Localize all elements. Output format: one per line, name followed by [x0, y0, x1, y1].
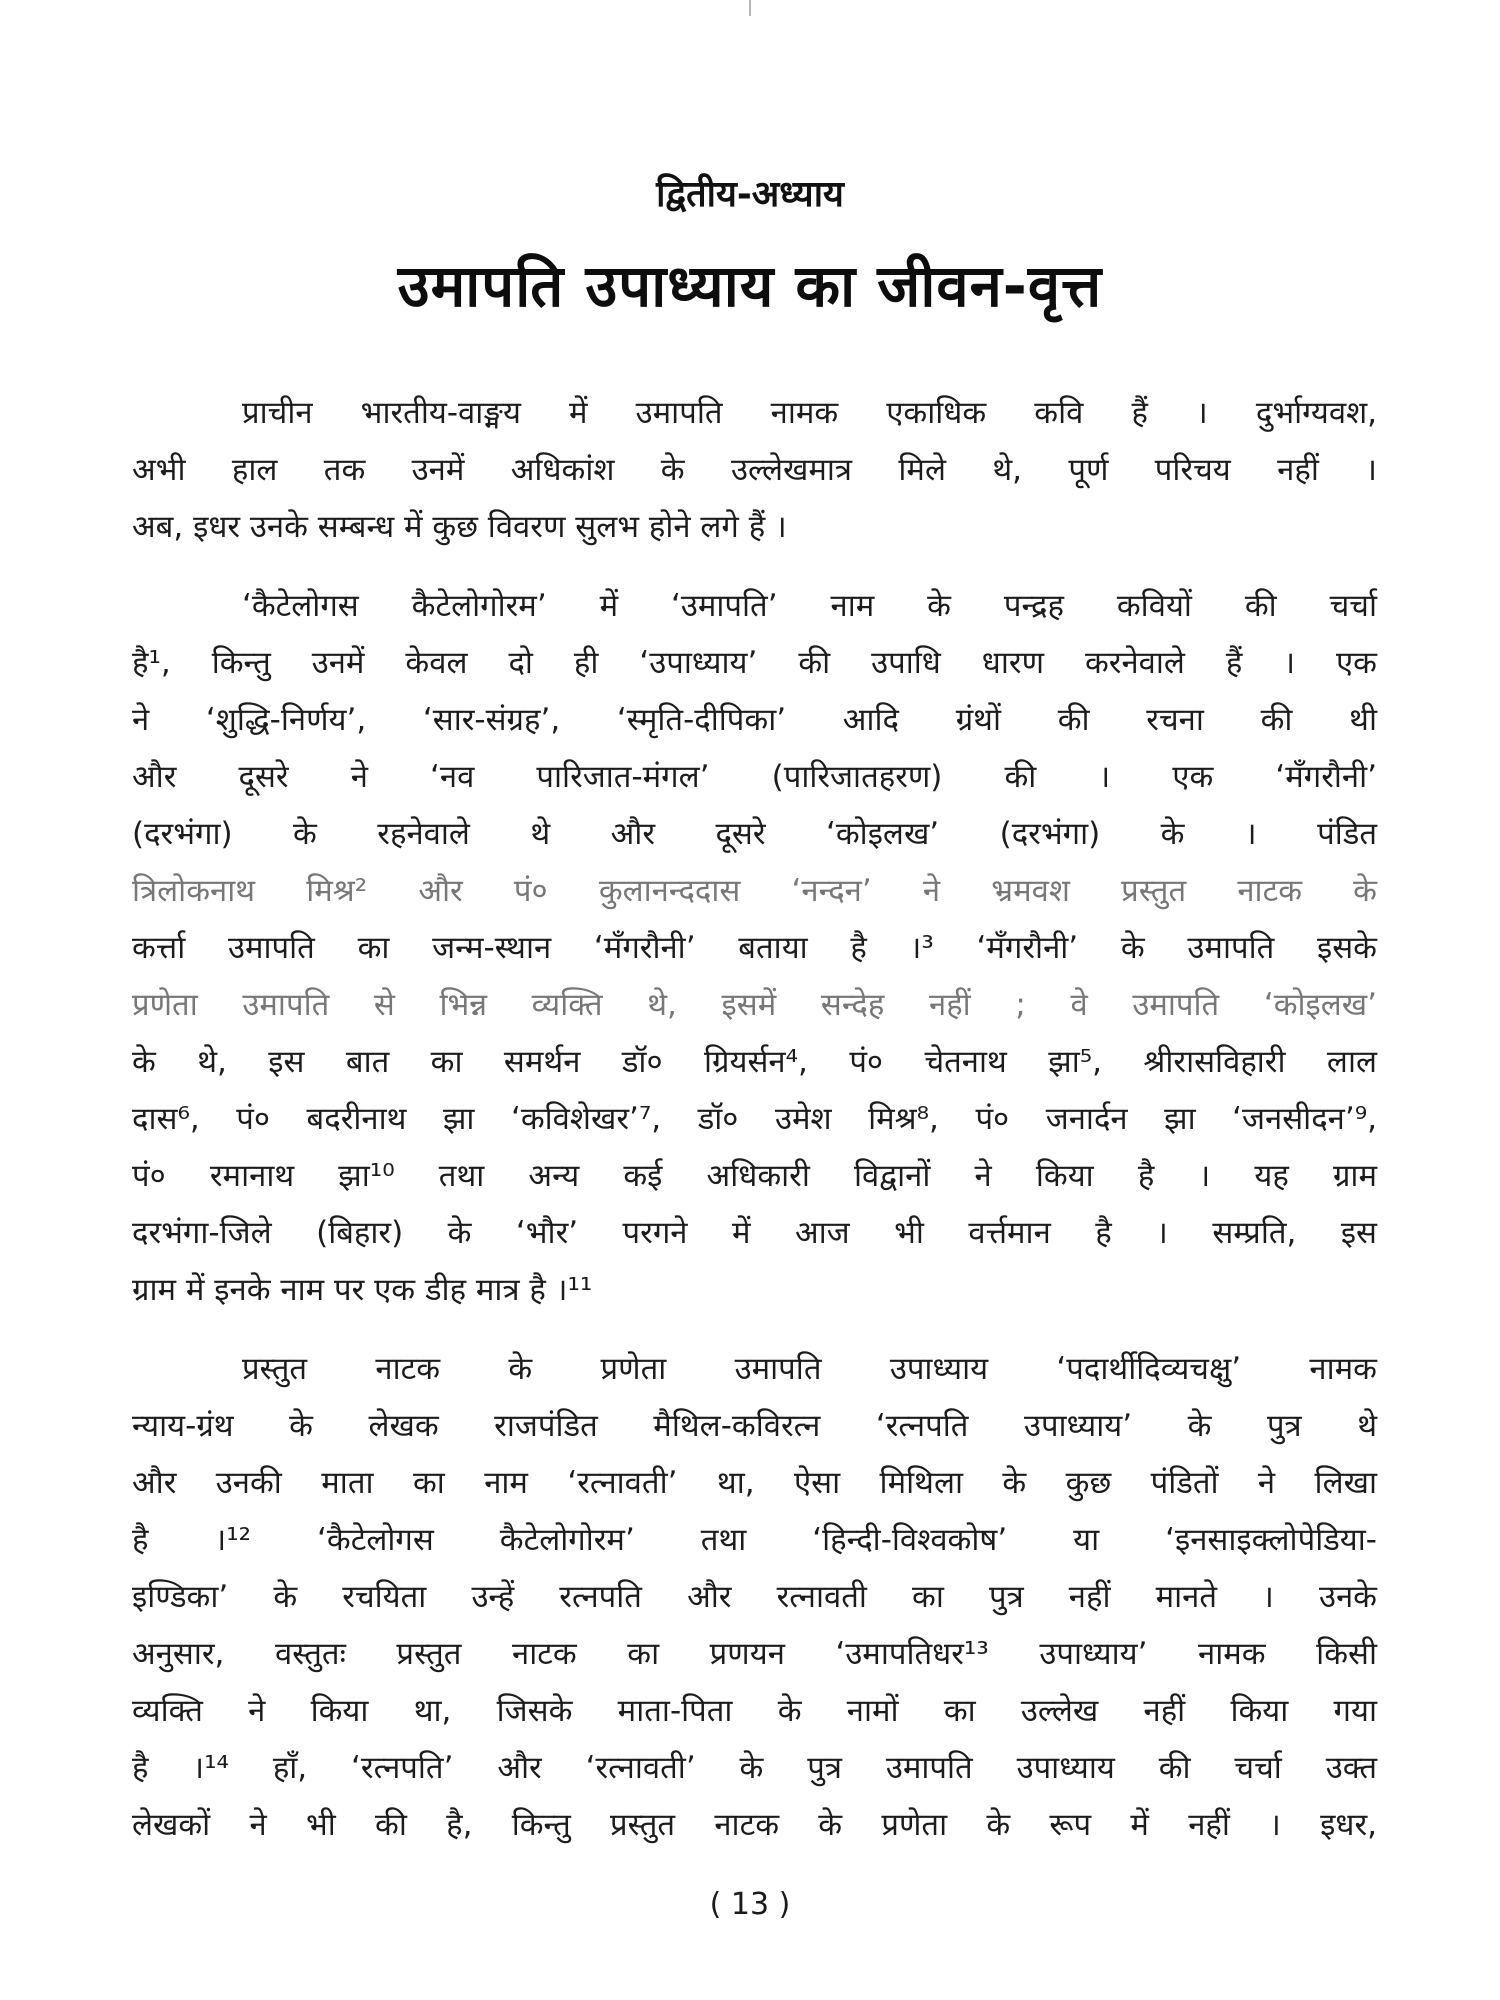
text-line: है ।¹⁴ हाँ, ‘रत्नपति’ और ‘रत्नावती’ के पुत्र उमापति उपाध्याय की चर्चा उक्त	[132, 1750, 1377, 1786]
page-number: ( 13 )	[709, 1887, 791, 1922]
text-line: दरभंगा-जिले (बिहार) के ‘भौर’ परगने में आज भी वर्त्तमान है । सम्प्रति, इस	[132, 1215, 1377, 1251]
text-line: है ।¹² ‘कैटेलोगस कैटेलोगोरम’ तथा ‘हिन्दी-विश्वकोष’ या ‘इनसाइक्लोपेडिया-	[132, 1522, 1377, 1558]
scan-mark	[749, 0, 751, 16]
chapter-label: द्वितीय-अध्याय	[656, 174, 844, 215]
text-line: प्रस्तुत नाटक के प्रणेता उमापति उपाध्याय ‘पदार्थीदिव्यचक्षु’ नामक	[242, 1351, 1377, 1387]
chapter-title: उमापति उपाध्याय का जीवन-वृत्त	[397, 252, 1103, 320]
text-line: अनुसार, वस्तुतः प्रस्तुत नाटक का प्रणयन ‘उमापतिधर¹³ उपाध्याय’ नामक किसी	[132, 1636, 1377, 1672]
text-line: व्यक्ति ने किया था, जिसके माता-पिता के नामों का उल्लेख नहीं किया गया	[132, 1693, 1377, 1729]
text-line: है¹, किन्तु उनमें केवल दो ही ‘उपाध्याय’ की उपाधि धारण करनेवाले हैं । एक	[132, 645, 1377, 681]
text-line: और उनकी माता का नाम ‘रत्नावती’ था, ऐसा मिथिला के कुछ पंडितों ने लिखा	[132, 1465, 1377, 1501]
paragraph-1	[132, 385, 1377, 556]
text-line: प्रणेता उमापति से भिन्न व्यक्ति थे, इसमें सन्देह नहीं ; वे उमापति ‘कोइलख’	[132, 987, 1377, 1023]
text-line: ग्राम में इनके नाम पर एक डीह मात्र है ।¹¹	[132, 1272, 593, 1308]
text-line: ने ‘शुद्धि-निर्णय’, ‘सार-संग्रह’, ‘स्मृति-दीपिका’ आदि ग्रंथों की रचना की थी	[132, 702, 1377, 738]
paragraph-3	[132, 1341, 1377, 1854]
text-line: और दूसरे ने ‘नव पारिजात-मंगल’ (पारिजातहरण) की । एक ‘मँगरौनी’	[132, 759, 1377, 795]
body-text	[132, 385, 1377, 1876]
text-line: इण्डिका’ के रचयिता उन्हें रत्नपति और रत्नावती का पुत्र नहीं मानते । उनके	[132, 1579, 1377, 1615]
text-line: (दरभंगा) के रहनेवाले थे और दूसरे ‘कोइलख’ (दरभंगा) के । पंडित	[132, 816, 1377, 852]
text-line: त्रिलोकनाथ मिश्र² और पं० कुलानन्ददास ‘नन्दन’ ने भ्रमवश प्रस्तुत नाटक के	[132, 873, 1377, 909]
text-line: लेखकों ने भी की है, किन्तु प्रस्तुत नाटक के प्रणेता के रूप में नहीं । इधर,	[132, 1807, 1377, 1843]
text-line: अब, इधर उनके सम्बन्ध में कुछ विवरण सुलभ होने लगे हैं ।	[132, 509, 787, 545]
text-line: दास⁶, पं० बदरीनाथ झा ‘कविशेखर’⁷, डॉ० उमेश मिश्र⁸, पं० जनार्दन झा ‘जनसीदन’⁹,	[132, 1101, 1377, 1137]
text-line: के थे, इस बात का समर्थन डॉ० ग्रियर्सन⁴, पं० चेतनाथ झा⁵, श्रीरासविहारी लाल	[132, 1044, 1377, 1080]
text-line: कर्त्ता उमापति का जन्म-स्थान ‘मँगरौनी’ बताया है ।³ ‘मँगरौनी’ के उमापति इसके	[132, 930, 1377, 966]
text-line: प्राचीन भारतीय-वाङ्मय में उमापति नामक एकाधिक कवि हैं । दुर्भाग्यवश,	[242, 395, 1377, 431]
text-line: अभी हाल तक उनमें अधिकांश के उल्लेखमात्र मिले थे, पूर्ण परिचय नहीं ।	[132, 452, 1377, 488]
text-line: न्याय-ग्रंथ के लेखक राजपंडित मैथिल-कविरत्न ‘रत्नपति उपाध्याय’ के पुत्र थे	[132, 1408, 1377, 1444]
paragraph-2	[132, 578, 1377, 1319]
text-line: पं० रमानाथ झा¹⁰ तथा अन्य कई अधिकारी विद्वानों ने किया है । यह ग्राम	[132, 1158, 1377, 1194]
text-line: ‘कैटेलोगस कैटेलोगोरम’ में ‘उमापति’ नाम के पन्द्रह कवियों की चर्चा	[242, 588, 1377, 624]
